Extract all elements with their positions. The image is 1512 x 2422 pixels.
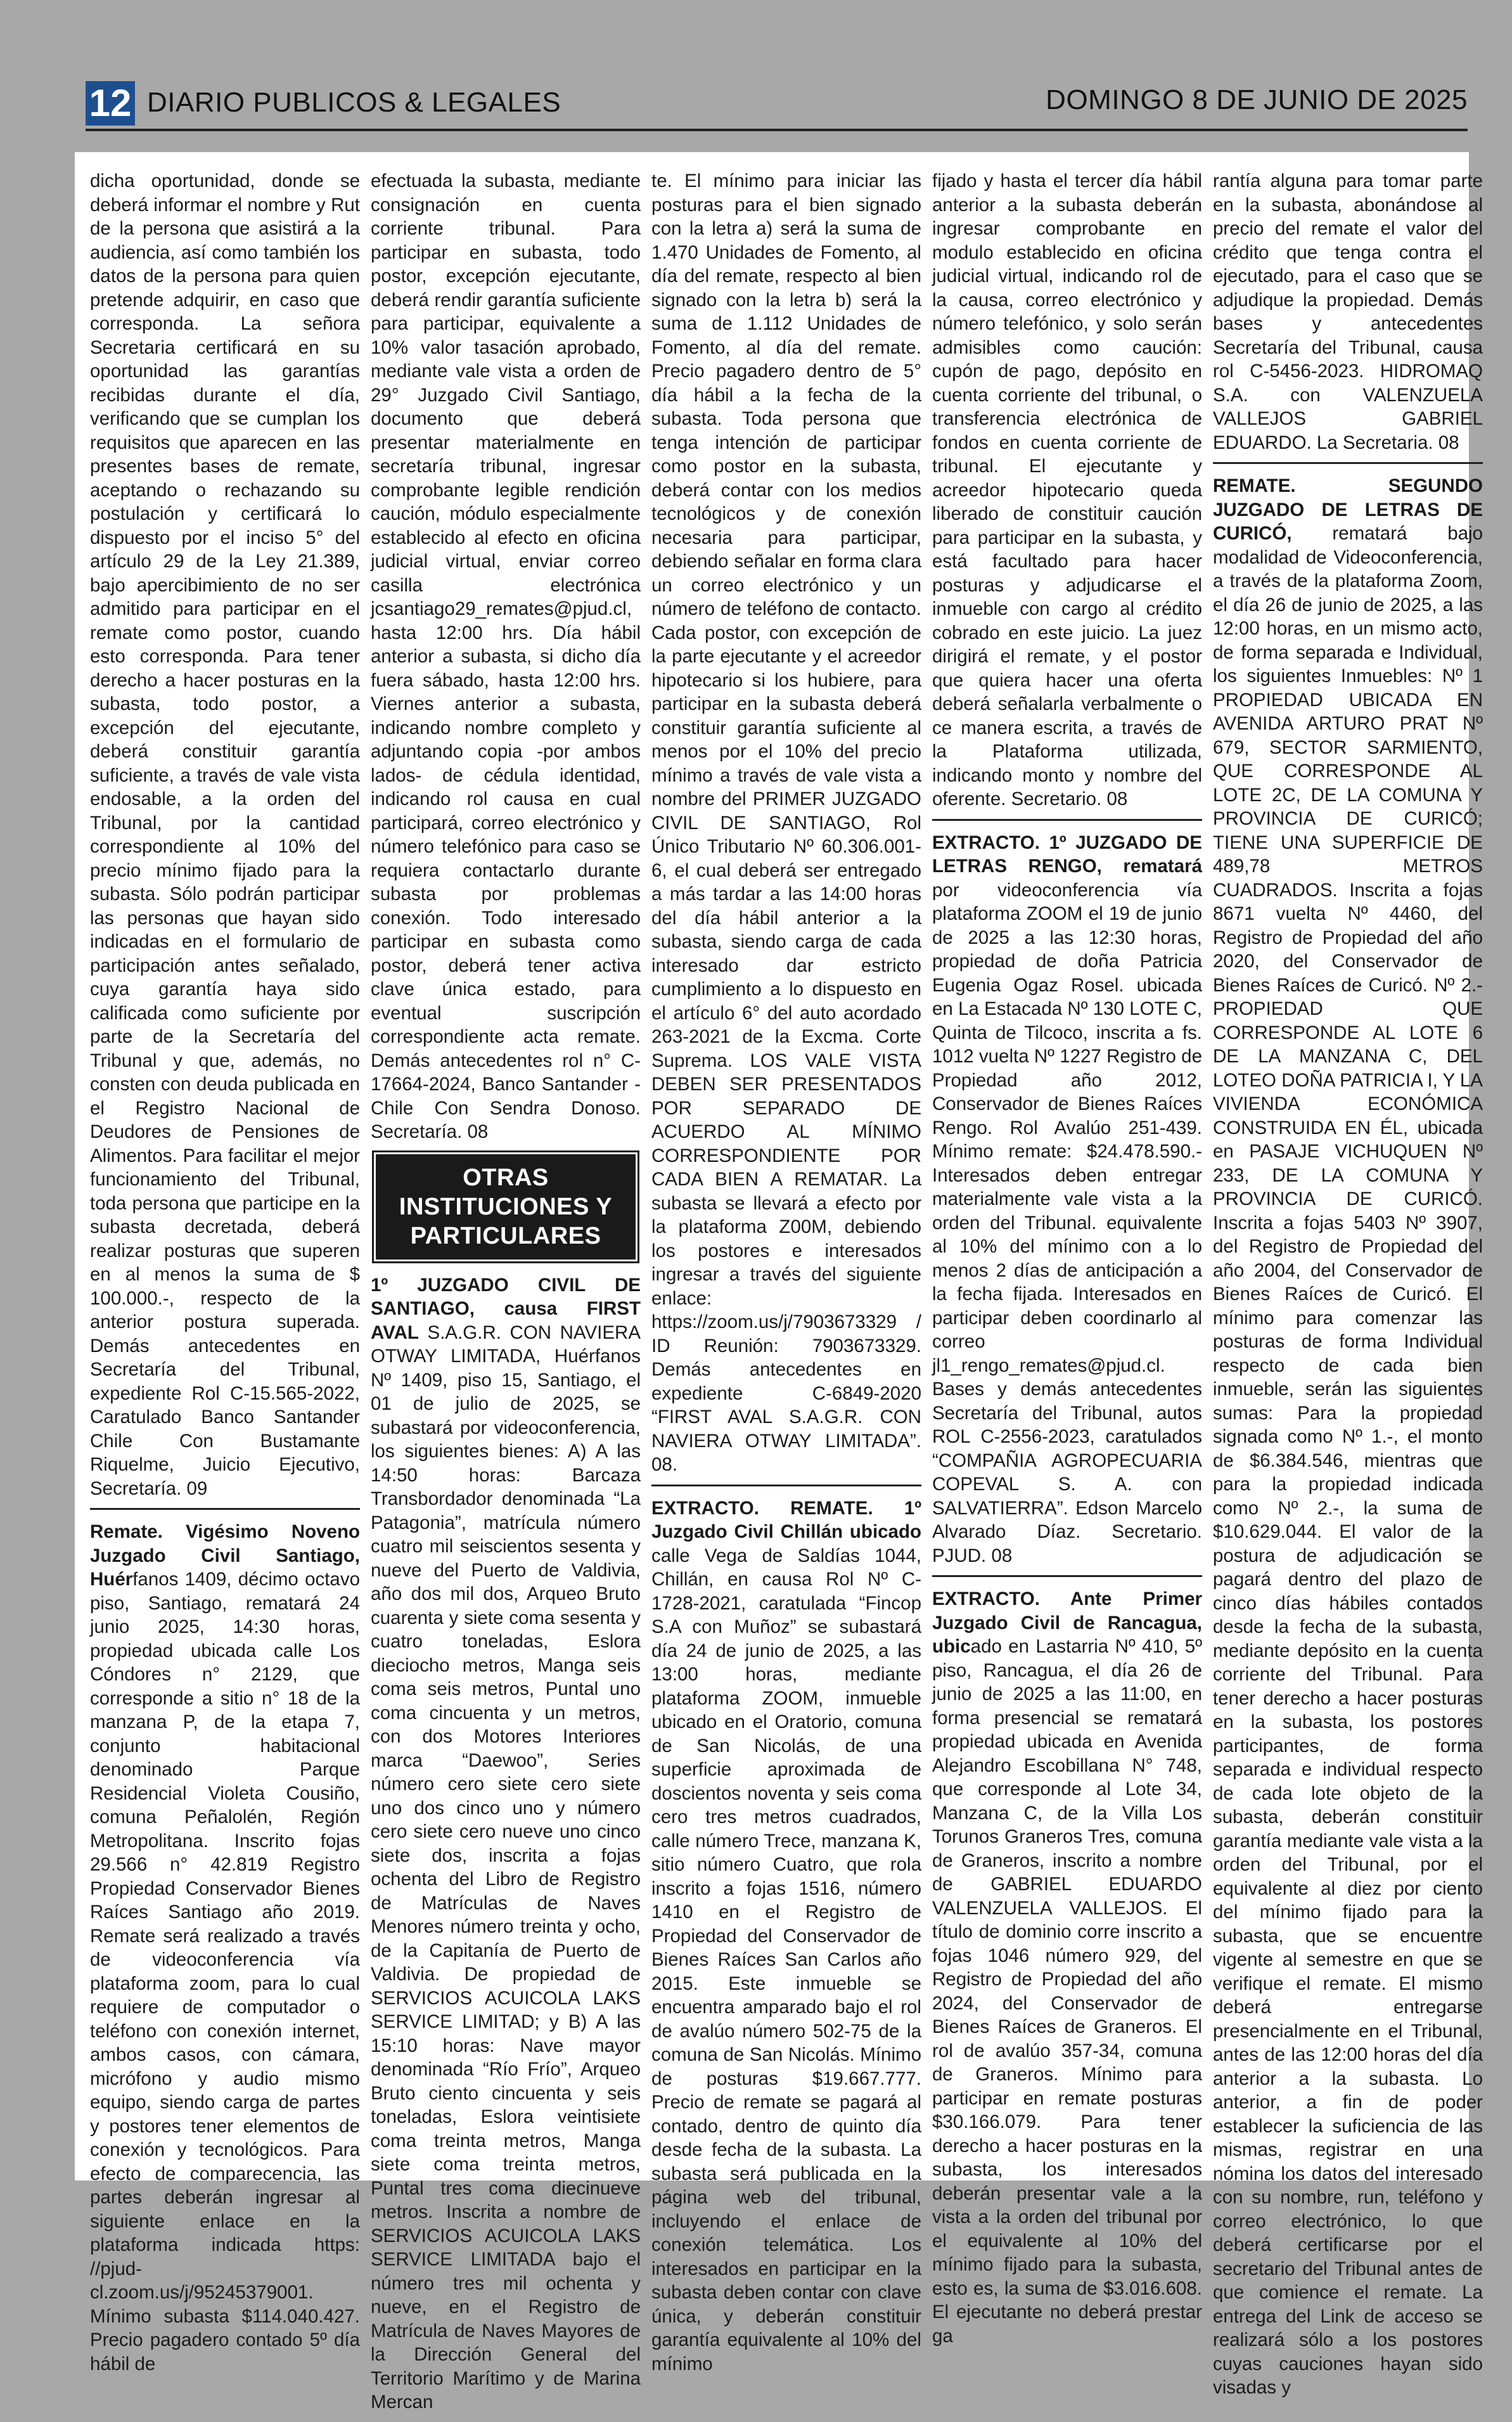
notice [651,1485,921,2384]
notice-continuation [651,169,921,1485]
notice [90,1508,360,2383]
notice-body: fijado y hasta el tercer día hábil anterior a la subasta deberán ingresar comprobante en modulo establecido en oficina judicial virtual, indicando rol de la causa, correo electrónico y número telefónico, y solo serán admisibles como caución: cupón de pago, depósito en cuenta corriente del tribunal, o transferencia electrónica de fondos en cuenta corriente de tribunal. El ejecutante y acreedor hipotecario queda liberado de constituir caución para participar en la subasta, y está facultado para hacer posturas y adjudicarse el inmueble con cargo al crédito cobrado en este juicio. La juez dirigirá el remate, y el postor que quiera hacer una oferta deberá señalarla verbalmente o ce manera escrita, a través de la Plataforma utilizada, indicando monto y nombre del oferente. Secretario. 08 [932,171,1202,809]
notice-continuation [371,169,641,1152]
notice-continuation [1213,169,1483,462]
column-1 [90,169,360,2383]
notice-body: calle Vega de Saldías 1044, Chillán, en causa Rol Nº C-1728-2021, caratulada “Fincop S.A con Muñoz” se subastará día 24 de junio de 2025, a las 13:00 horas, mediante plataforma ZOOM, inmueble ubicado en el Oratorio, comuna de San Nicolás, de una superficie aproximada de doscientos noventa y seis coma cero tres metros cuadrados, calle número Trece, manzana K, sitio número Cuatro, que rola inscrito a fojas 1516, número 1410 en el Registro de Propiedad del Conservador de Bienes Raíces San Carlos año 2015. Este inmueble se encuentra amparado bajo el rol de avalúo número 502-75 de la comuna de San Nicolás. Mínimo de posturas $19.667.777. Precio de remate se pagará al contado, dentro de quinto día desde fecha de la subasta. La subasta será publicada en la página web del tribunal, incluyendo el enlace de conexión telemática. Los interesados en participar en la subasta deben contar con clave única, y deberán constituir garantía equivalente al 10% del mínimo [651,1545,921,2374]
notice-heading: EXTRACTO. REMATE. 1º Juzgado Civil Chillán ubicado [651,1497,921,1542]
notice-body: S.A.G.R. CON NAVIERA OTWAY LIMITADA, Huérfanos Nº 1409, piso 15, Santiago, el 01 de julio de 2025, se subastará por videoconferencia, los siguientes bienes: A) A las 14:50 horas: Barcaza Transbordador denominada “La Patagonia”, matrícula número cuatro mil seiscientos sesenta y nueve del Puerto de Valdivia, año dos mil dos, Arqueo Bruto cuarenta y siete coma sesenta y cuatro toneladas, Eslora dieciocho metros, Manga seis coma seis metros, Puntal uno coma cincuenta y un metros, con dos Motores Interiores marca “Daewoo”, Series número cero siete cero siete uno dos cinco uno y número cero siete cero nueve uno cinco siete dos, inscrita a fojas ochenta del Libro de Registro de Matrículas de Naves Menores número treinta y ocho, de la Capitanía de Puerto de Valdivia. De propiedad de SERVICIOS ACUICOLA LAKS SERVICE LIMITAD; y B) A las 15:10 horas: Nave mayor denominada “Río Frío”, Arqueo Bruto ciento cincuenta y seis toneladas, Eslora veintisiete coma treinta metros, Manga siete coma treinta metros, Puntal tres coma diecinueve metros. Inscrita a nombre de SERVICIOS ACUICOLA LAKS SERVICE LIMITADA bajo el número tres mil ochenta y nueve, en el Registro de Matrícula de Naves Mayores de la Dirección General del Territorio Marítimo y de Marina Mercan [371,1322,641,2412]
notice-heading: EXTRACTO. 1º JUZGADO DE LETRAS RENGO, rematará [932,832,1202,877]
notice [932,1575,1202,2355]
notice-body: rematará bajo modalidad de Videoconferencia, a través de la plataforma Zoom, el día 26 de junio de 2025, a las 12:00 horas, en un mismo acto, de forma separada e Individual, los siguientes Inmuebles: Nº 1 PROPIEDAD UBICADA EN AVENIDA ARTURO PRAT Nº 679, SECTOR SARMIENTO, QUE CORRESPONDE AL LOTE 2C, DE LA COMUNA Y PROVINCIA DE CURICÓ; TIENE UNA SUPERFICIE DE 489,78 METROS CUADRADOS. Inscrita a fojas 8671 vuelta Nº 4460, del Registro de Propiedad del año 2020, del Conservador de Bienes Raíces de Curicó. Nº 2.- PROPIEDAD QUE CORRESPONDE AL LOTE 6 DE LA MANZANA C, DEL LOTEO DOÑA PATRICIA I, Y LA VIVIENDA ECONÓMICA CONSTRUIDA EN ÉL, ubicada en PASAJE VICHUQUEN Nº 233, DE LA COMUNA Y PROVINCIA DE CURICÓ. Inscrita a fojas 5403 Nº 3907, del Registro de Propiedad del año 2004, del Conservador de Bienes Raíces de Curicó. El mínimo para comenzar las posturas de forma Individual respecto de cada bien inmueble, serán las siguientes sumas: Para la propiedad signada como Nº 1.-, el monto de $6.384.546, mientras que para la propiedad indicada como Nº 2.-, la suma de $10.629.044. El valor de la postura de adjudicación se pagará dentro del plazo de cinco días hábiles contados desde la fecha de la subasta, mediante depósito en la cuenta corriente del Tribunal. Para tener derecho a hacer posturas en la subasta, los postores participantes, de forma separada e individual respecto de cada lote objeto de la subasta, deberán constituir garantía mediante vale vista a la orden del Tribunal, por el equivalente al diez por ciento del mínimo fijado para la subasta, que se encuentre vigente al semestre en que se verifique el remate. El mismo deberá entregarse presencialmente en el Tribunal, antes de las 12:00 horas del día anterior a la subasta. Lo anterior, a fin de poder establecer la suficiencia de las mismas, registrar en una nómina los datos del interesado con su nombre, run, teléfono y correo electrónico, lo que deberá certificarse por el secretario del Tribunal antes de que comience el remate. La entrega del Link de acceso se realizará sólo a los postores cuyas cauciones hayan sido visadas y [1213,523,1483,2398]
notice-heading: Remate. Vigésimo Noveno Juzgado Civil Santiago, Huér [90,1521,360,1590]
header-rule [86,129,1468,131]
notice-body: efectuada la subasta, mediante consignación en cuenta corriente tribunal. Para participar en subasta, todo postor, excepción ejecutante, deberá rendir garantía suficiente para participar, equivalente a 10% valor tasación aprobado, mediante vale vista a orden de 29° Juzgado Civil Santiago, documento que deberá presentar materialmente en secretaría tribunal, ingresar comprobante legible rendición caución, módulo especialmente establecido al efecto en oficina judicial virtual, enviar correo casilla electrónica jcsantiago29_remates@pjud.cl, hasta 12:00 hrs. Día hábil anterior a subasta, si dicho día fuera sábado, hasta 12:00 hrs. Viernes anterior a subasta, indicando nombre completo y adjuntando copia -por ambos lados- de cédula identidad, indicando rol causa en cual participará, correo electrónico y número telefónico para caso se requiera contactarlo durante subasta por problemas conexión. Todo interesado participar en subasta como postor, deberá tener activa clave única estado, para eventual suscripción correspondiente acta remate. Demás antecedentes rol n° C-17664-2024, Banco Santander - Chile Con Sendra Donoso. Secretaría. 08 [371,171,641,1142]
page-number: 12 [86,81,135,126]
column-5 [1213,169,1483,2407]
notice-body: te. El mínimo para iniciar las posturas para el bien signado con la letra a) será la suma de 1.470 Unidades de Fomento, al día del remate, respecto al bien signado con la letra b) será la suma de 1.112 Unidades de Fomento, al día del remate. Precio pagadero dentro de 5° día hábil a la fecha de la subasta. Toda persona que tenga intención de participar como postor en la subasta, deberá contar con los medios tecnológicos y de conexión necesaria para participar, debiendo señalar en forma clara un correo electrónico y un número de teléfono de contacto. Cada postor, con excepción de la parte ejecutante y el acreedor hipotecario si los hubiere, para participar en la subasta deberá constituir garantía suficiente al menos por el 10% del precio mínimo a través de vale vista a nombre del PRIMER JUZGADO CIVIL DE SANTIAGO, Rol Único Tributario Nº 60.306.001-6, el cual deberá ser entregado a más tardar a las 14:00 horas del día hábil anterior a la subasta, siendo carga de cada interesado dar estricto cumplimiento a lo dispuesto en el artículo 6° del auto acordado 263-2021 de la Excma. Corte Suprema. LOS VALE VISTA DEBEN SER PRESENTADOS POR SEPARADO DE ACUERDO AL MÍNIMO CORRESPONDIENTE POR CADA BIEN A REMATAR. La subasta se llevará a efecto por la plataforma Z00M, debiendo los postores e interesados ingresar a través del siguiente enlace: https://zoom.us/j/7903673329 / ID Reunión: 7903673329. Demás antecedentes en expediente C-6849-2020 “FIRST AVAL S.A.G.R. CON NAVIERA OTWAY LIMITADA”. 08. [651,171,921,1475]
column-3 [651,169,921,2383]
notice-body: rantía alguna para tomar parte en la subasta, abonándose al precio del remate el valor del crédito que tenga contra el ejecutado, para el caso que se adjudique la propiedad. Demás bases y antecedentes Secretaría del Tribunal, causa rol C-5456-2023. HIDROMAQ S.A. con VALENZUELA VALLEJOS GABRIEL EDUARDO. La Secretaria. 08 [1213,171,1483,453]
notice-continuation [932,169,1202,819]
notice-body: dicha oportunidad, donde se deberá informar el nombre y Rut de la persona que asistirá a la audiencia, así como también los datos de la persona para quien pretende adquirir, en caso que corresponda. La señora Secretaria certificará en su oportunidad las garantías recibidas durante el día, verificando que se cumplan los requisitos que aparecen en las presentes bases de remate, aceptando o rechazando su postulación y certificará lo dispuesto por el inciso 5° del artículo 29 de la Ley 21.389, bajo apercibimiento de no ser admitido para participar en el remate como postor, cuando esto corresponda. Para tener derecho a hacer posturas en la subasta, todo postor, a excepción del ejecutante, deberá constituir garantía suficiente, a través de vale vista endosable, a la orden del Tribunal, por la cantidad correspondiente al 10% del precio mínimo fijado para la subasta. Sólo podrán participar las personas que hayan sido indicadas en el formulario de participación antes señalado, cuya garantía haya sido calificada como suficiente por parte de la Secretaría del Tribunal y que, además, no consten con deuda publicada en el Registro Nacional de Deudores de Pensiones de Alimentos. Para facilitar el mejor funcionamiento del Tribunal, toda persona que participe en la subasta decretada, deberá realizar posturas que superen en al menos la suma de $ 100.000.-, respecto de la anterior postura superada. Demás antecedentes en Secretaría del Tribunal, expediente Rol C-15.565-2022, Caratulado Banco Santander Chile Con Bustamante Riquelme, Juicio Ejecutivo, Secretaría. 09 [90,171,360,1499]
notice-heading: REMATE. SEGUNDO JUZGADO DE LETRAS DE CURICÓ, [1213,475,1483,544]
page-header [0,0,1512,143]
column-4 [932,169,1202,2355]
notice [1213,462,1483,2407]
notice-body: ado en Lastarria Nº 410, 5º piso, Rancagua, el día 26 de junio de 2025 a las 11:00, en forma presencial se rematará propiedad ubicada en Avenida Alejandro Escobillana N° 748, que corresponde al Lote 34, Manzana C, de la Villa Los Torunos Graneros Tres, comuna de Graneros, inscrito a nombre de GABRIEL EDUARDO VALENZUELA VALLEJOS. El título de dominio corre inscrito a fojas 1046 número 929, del Registro de Propiedad del año 2024, del Conservador de Bienes Raíces de Graneros. El rol de avalúo 357-34, comuna de Graneros. Mínimo para participar en remate posturas $30.166.079. Para tener derecho a hacer posturas en la subasta, los interesados deberán presentar vale a la vista a la orden del tribunal por el equivalente al 10% del mínimo fijado para la subasta, esto es, la suma de $3.016.608. El ejecutante no deberá prestar ga [932,1636,1202,2347]
notice-heading: EXTRACTO. Ante Primer Juzgado Civil de Rancagua, ubic [932,1588,1202,1657]
notice [932,819,1202,1576]
notice-body: por videoconferencia vía plataforma ZOOM el 19 de junio de 2025 a las 12:30 horas, propiedad de doña Patricia Eugenia Ogaz Rosel. ubicada en La Estacada Nº 130 LOTE C, Quinta de Tilcoco, inscrita a fs. 1012 vuelta Nº 1227 Registro de Propiedad año 2012, Conservador de Bienes Raíces Rengo. Rol Avalúo 251-439. Mínimo remate: $24.478.590.- Interesados deben entregar materialmente vale vista a la orden del Tribunal. equivalente al 10% del mínimo con a lo menos 2 días de anticipación a la fecha fijada. Interesados en participar deben coordinarlo al correo jl1_rengo_remates@pjud.cl. Bases y demás antecedentes Secretaría del Tribunal, autos ROL C-2556-2023, caratulados “COMPAÑIA AGROPECUARIA COPEVAL S. A. con SALVATIERRA”. Edson Marcelo Alvarado Díaz. Secretario. PJUD. 08 [932,879,1202,1566]
publication-name: DIARIO PUBLICOS & LEGALES [147,87,561,118]
publication-date: DOMINGO 8 DE JUNIO DE 2025 [1046,84,1468,115]
notice-continuation [90,169,360,1508]
column-2 [371,169,641,2422]
notice-heading: 1º JUZGADO CIVIL DE SANTIAGO, causa FIRST AVAL [371,1274,641,1343]
notice [371,1273,641,2422]
notice-body: fanos 1409, décimo octavo piso, Santiago, rematará 24 junio 2025, 14:30 horas, propiedad ubicada calle Los Cóndores n° 2129, que corresponde a sitio n° 18 de la manzana P, de la etapa 7, conjunto habitacional denominado Parque Residencial Violeta Cousiño, comuna Peñalolén, Región Metropolitana. Inscrito fojas 29.566 n° 42.819 Registro Propiedad Conservador Bienes Raíces Santiago año 2019. Remate será realizado a través de videoconferencia vía plataforma zoom, para lo cual requiere de computador o teléfono con conexión internet, ambos casos, con cámara, micrófono y audio mismo equipo, siendo carga de partes y postores tener elementos de conexión y tecnológicos. Para efecto de comparecencia, las partes deberán ingresar al siguiente enlace en la plataforma indicada https: //pjud-cl.zoom.us/j/95245379001. Mínimo subasta $114.040.427. Precio pagadero contado 5º día hábil de [90,1569,360,2374]
section-heading: OTRAS INSTITUCIONES Y PARTICULARES [376,1154,636,1259]
